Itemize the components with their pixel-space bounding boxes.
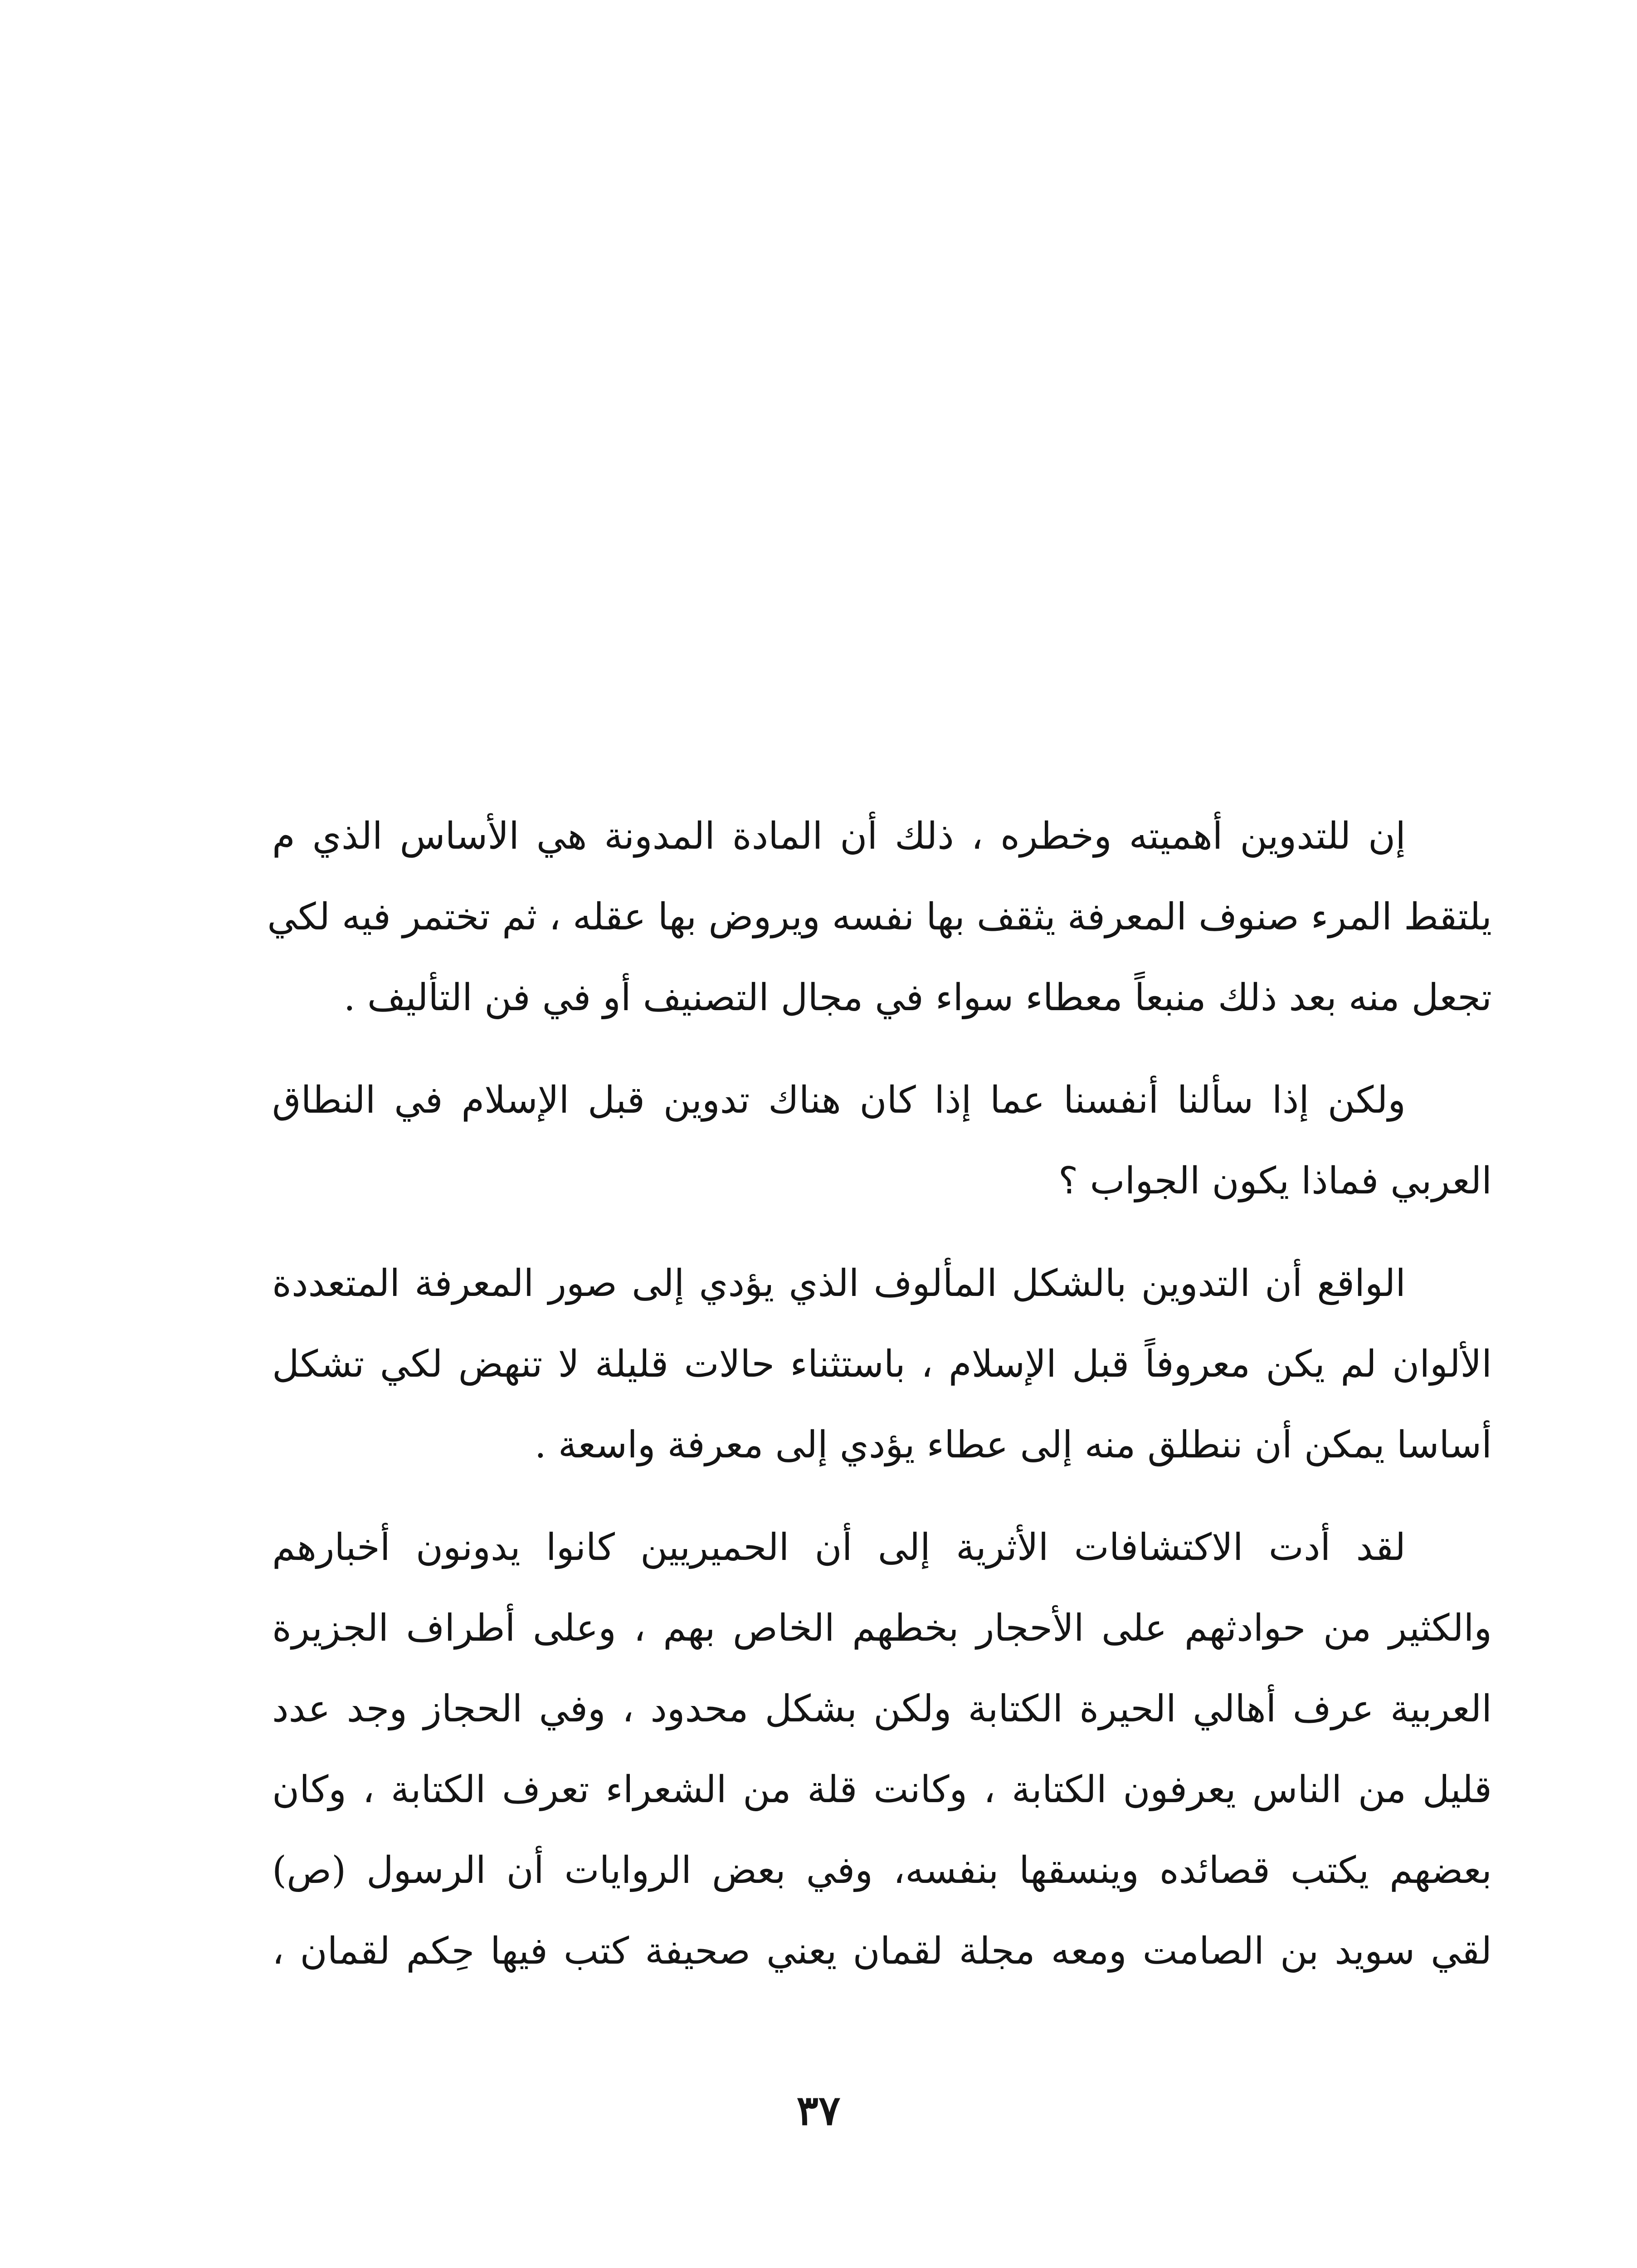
text-line: لقد أدت الاكتشافات الأثرية إلى أن الحميريين كانوا يدونون أخبارهم bbox=[272, 1526, 1406, 1569]
text-line: يلتقط المرء صنوف المعرفة يثقف بها نفسه ويروض بها عقله ، ثم تختمر فيه لكي bbox=[267, 895, 1492, 938]
text-line: العربية عرف أهالي الحيرة الكتابة ولكن بشكل محدود ، وفي الحجاز وجد عدد bbox=[272, 1687, 1492, 1730]
text-line: لقي سويد بن الصامت ومعه مجلة لقمان يعني صحيفة كتب فيها حِكم لقمان ، bbox=[272, 1930, 1492, 1973]
text-line: الواقع أن التدوين بالشكل المألوف الذي يؤدي إلى صور المعرفة المتعددة bbox=[272, 1262, 1406, 1305]
text-line: ولكن إذا سألنا أنفسنا عما إذا كان هناك تدوين قبل الإسلام في النطاق bbox=[272, 1079, 1406, 1122]
text-line: قليل من الناس يعرفون الكتابة ، وكانت قلة من الشعراء تعرف الكتابة ، وكان bbox=[272, 1768, 1492, 1811]
body-text bbox=[267, 796, 1492, 2014]
text-line: تجعل منه بعد ذلك منبعاً معطاء سواء في مجال التصنيف أو في فن التأليف . bbox=[343, 976, 1492, 1019]
page-number: ٣٧ bbox=[796, 2087, 841, 2135]
text-line: بعضهم يكتب قصائده وينسقها بنفسه، وفي بعض الروايات أن الرسول (ص) bbox=[272, 1849, 1492, 1892]
text-line: والكثير من حوادثهم على الأحجار بخطهم الخاص بهم ، وعلى أطراف الجزيرة bbox=[272, 1607, 1492, 1650]
text-line: العربي فماذا يكون الجواب ؟ bbox=[1058, 1159, 1492, 1202]
text-line: الألوان لم يكن معروفاً قبل الإسلام ، باستثناء حالات قليلة لا تنهض لكي تشكل bbox=[272, 1343, 1492, 1386]
text-line: أساسا يمكن أن ننطلق منه إلى عطاء يؤدي إلى معرفة واسعة . bbox=[534, 1423, 1492, 1466]
paragraph-3 bbox=[272, 1243, 1492, 1486]
paragraph-4 bbox=[272, 1507, 1492, 1992]
paragraph-2 bbox=[272, 1060, 1492, 1222]
text-line: إن للتدوين أهميته وخطره ، ذلك أن المادة المدونة هي الأساس الذي م bbox=[272, 815, 1406, 858]
paragraph-1 bbox=[267, 796, 1492, 1038]
